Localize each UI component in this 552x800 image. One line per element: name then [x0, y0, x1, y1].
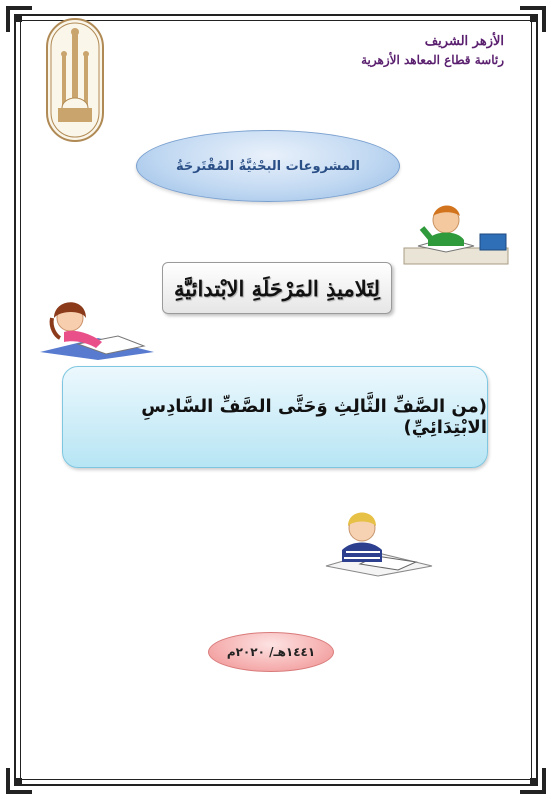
grade-range: (من الصَّفِّ الثَّالِثِ وَحَتَّى الصَّفِّ السَّادِسِ الابْتِدَائِيِّ) [141, 396, 487, 438]
corner-ornament-icon [4, 4, 34, 34]
main-title-box [162, 262, 392, 314]
main-title: لِتَلاميذِ المَرْحَلَةِ الابْتدائيَّةِ [174, 275, 380, 301]
date-badge [208, 632, 334, 672]
corner-ornament-icon [518, 766, 548, 796]
grade-range-box [62, 366, 488, 468]
institution-header [361, 34, 504, 67]
al-azhar-seal-icon [44, 16, 106, 144]
projects-title: المشروعات البحْثيَّةُ المُقْتَرحَةُ [176, 158, 360, 174]
boy-writing-icon [318, 506, 438, 580]
boy-reading-icon [398, 198, 514, 270]
corner-ornament-icon [518, 4, 548, 34]
header-line-2: رئاسة قطاع المعاهد الأزهرية [361, 53, 504, 67]
header-line-1: الأزهر الشريف [424, 34, 504, 49]
projects-title-oval [136, 130, 400, 202]
date-text: ١٤٤١هـ/ ٢٠٢٠م [226, 645, 316, 659]
corner-ornament-icon [4, 766, 34, 796]
girl-writing-icon [36, 294, 156, 362]
